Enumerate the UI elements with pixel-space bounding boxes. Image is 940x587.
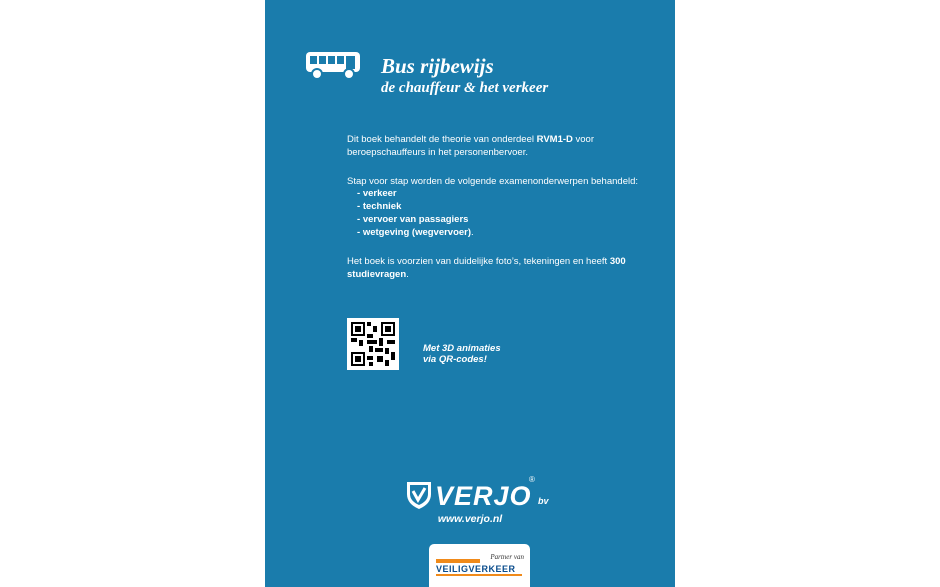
partner-stripe: [436, 559, 480, 563]
book-title: Bus rijbewijs: [381, 54, 494, 78]
features-paragraph: Het boek is voorzien van duidelijke foto’s, tekeningen en heeft 300 studievragen.: [347, 256, 626, 280]
module-code: RVM1-D: [536, 134, 573, 145]
topic-list: [357, 187, 474, 239]
publisher-suffix: bv: [538, 496, 549, 506]
intro-paragraph: Dit boek behandelt de theorie van onderdeel RVM1-D voor beroepschauffeurs in het personenbervoer.: [347, 134, 594, 158]
book-back-cover: [265, 0, 675, 587]
question-count: 300 studievragen: [347, 256, 626, 280]
verjo-shield-logo-icon: [405, 480, 433, 510]
list-item: - vervoer van passagiers: [357, 213, 474, 226]
list-item: - techniek: [357, 200, 474, 213]
partner-label: Partner van: [490, 553, 524, 561]
partner-badge: [429, 544, 530, 587]
publisher-logo: [405, 475, 555, 515]
list-item: - verkeer: [357, 187, 474, 200]
steps-intro: Stap voor stap worden de volgende examenonderwerpen behandeld:: [347, 176, 639, 187]
registered-mark: ®: [529, 475, 535, 484]
publisher-name: VERJO: [435, 481, 532, 511]
partner-name: VEILIGVERKEER: [436, 564, 516, 574]
website-link[interactable]: www.verjo.nl: [437, 513, 503, 525]
qr-caption: Met 3D animaties via QR-codes!: [423, 343, 501, 365]
partner-underline: [436, 574, 522, 576]
list-item: - wetgeving (wegvervoer).: [357, 226, 474, 239]
qr-code-icon[interactable]: [347, 318, 399, 370]
book-subtitle: de chauffeur & het verkeer: [381, 80, 549, 96]
bus-icon: [305, 50, 361, 80]
